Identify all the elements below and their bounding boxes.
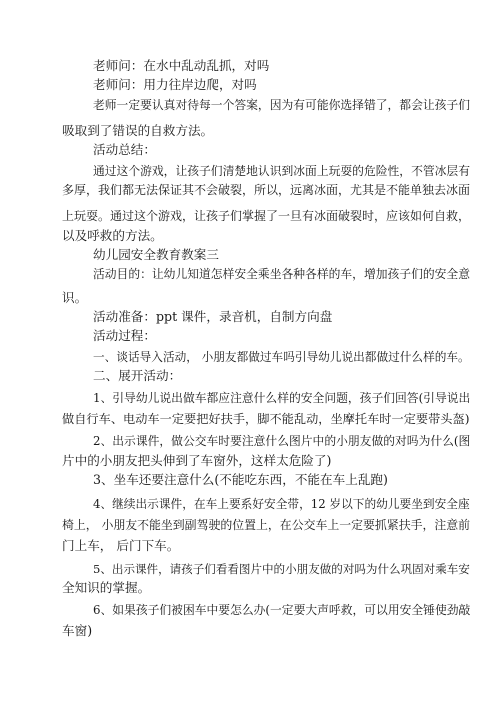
- text-line: 椅上， 小朋友不能坐到副驾驶的位置上，在公交车上一定要抓紧扶手，注意前: [62, 518, 471, 532]
- text-line: 做自行车、电动车一定要把好扶手，脚不能乱动，坐摩托车时一定要带头盔): [62, 412, 470, 426]
- text-line: 1、引导幼儿说出做车都应注意什么样的安全问题，孩子们回答(引导说出: [93, 391, 471, 405]
- text-line: 上玩耍。通过这个游戏，让孩子们掌握了一旦有冰面破裂时，应该如何自救，: [62, 209, 471, 223]
- text-line: 片中的小朋友把头伸到了车窗外，这样太危险了): [62, 453, 332, 468]
- text-line: 活动目的：让幼儿知道怎样安全乘坐各种各样的车，增加孩子们的安全意: [93, 267, 470, 281]
- text-line: 5、出示课件，请孩子们看看图片中的小朋友做的对吗为什么巩固对乘车安: [93, 562, 470, 576]
- text-line: 2、出示课件，做公交车时要注意什么图片中的小朋友做的对吗为什么(图: [93, 434, 471, 448]
- text-line: 通过这个游戏，让孩子们清楚地认识到冰面上玩耍的危险性，不管冰层有: [93, 164, 470, 178]
- text-line: 3、坐车还要注意什么(不能吃东西，不能在车上乱跑): [93, 472, 388, 487]
- text-line: 老师一定要认真对待每一个答案，因为有可能你选择错了，都会让孩子们: [93, 98, 470, 112]
- text-line: 多厚，我们都无法保证其不会破裂，所以，远离冰面，尤其是不能单独去冰面: [62, 183, 471, 197]
- section-heading: 活动过程：: [93, 328, 156, 343]
- text-line: 老师问：用力往岸边爬，对吗: [93, 77, 257, 92]
- text-line: 6、如果孩子们被困车中要怎么办(一定要大声呼救，可以用安全锤使劲敲: [93, 603, 471, 617]
- text-line: 以及呼救的方法。: [62, 228, 163, 243]
- text-line: 识。: [62, 290, 88, 305]
- section-title: 幼儿园安全教育教案三: [93, 247, 219, 262]
- text-line: 老师问：在水中乱动乱抓，对吗: [93, 58, 270, 73]
- text-line: 车窗): [62, 623, 93, 638]
- section-heading: 活动总结：: [93, 142, 156, 157]
- section-heading: 二、展开活动：: [93, 368, 182, 383]
- text-line: 吸取到了错误的自救方法。: [62, 123, 214, 138]
- text-line: 门上车， 后门下车。: [62, 538, 180, 553]
- text-line: 全知识的掌握。: [62, 580, 151, 595]
- text-line: 4、继续出示课件，在车上要系好安全带，12 岁以下的幼儿要坐到安全座: [93, 497, 470, 511]
- text-line: 活动准备：ppt 课件，录音机，自制方向盘: [93, 309, 333, 324]
- text-line: 一、谈话导入活动， 小朋友都做过车吗引导幼儿说出都做过什么样的车。: [93, 350, 470, 364]
